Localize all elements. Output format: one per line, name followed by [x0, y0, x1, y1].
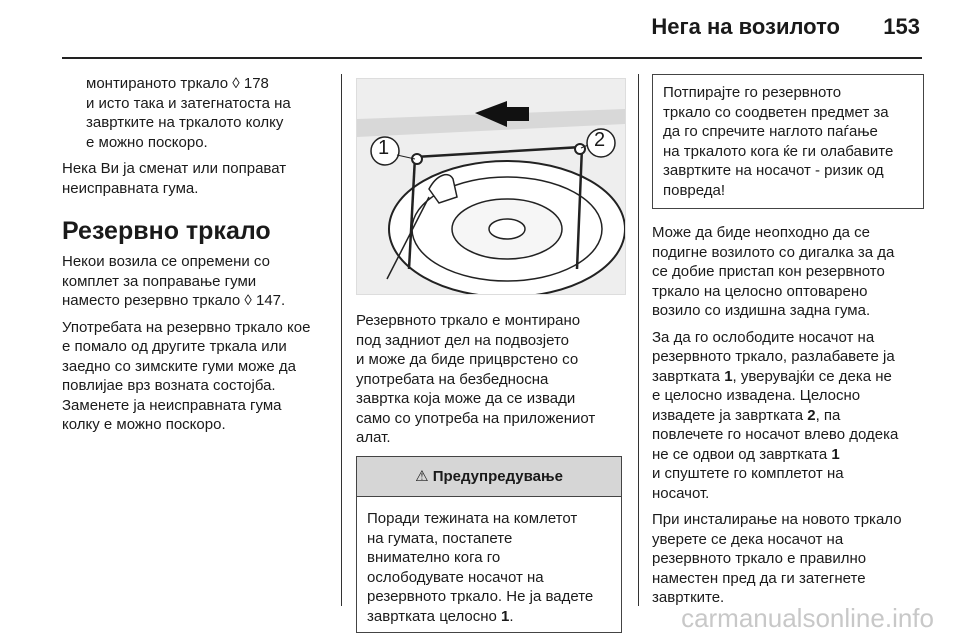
- section-heading-spare-wheel: Резервно тркало: [62, 217, 271, 245]
- warning-triangle-icon: ⚠: [415, 467, 429, 485]
- continued-bullet: монтираното тркало ◊ 178 и исто така и затегнатоста на завртките на тркалото колку е можно поскоро.: [86, 75, 291, 151]
- column-divider-1: [341, 74, 342, 606]
- warning-box: [356, 456, 622, 634]
- right-column: [652, 74, 924, 615]
- middle-column: [352, 74, 624, 633]
- header-rule: [62, 57, 922, 59]
- watermark-link[interactable]: carmanualsonline.info: [681, 603, 934, 633]
- paragraph-repair-tyre: Нека Ви ја сменат или поправат неисправната гума.: [62, 160, 287, 197]
- warning-header: ⚠ Предупредување: [357, 457, 621, 498]
- figure-label-2: 2: [594, 129, 606, 151]
- column-divider-2: [638, 74, 639, 606]
- warning-body: Поради тежината на комлетот на гумата, постапете внимателно кога го ослободувате носачот на резервното тркало. Не ја вадете завртката целосно 1.: [367, 510, 594, 625]
- page-header-title: Нега на возилото: [651, 14, 840, 39]
- page-ref-icon: ◊: [232, 75, 240, 92]
- spare-wheel-illustration: [357, 79, 625, 294]
- spare-wheel-figure: [356, 78, 626, 295]
- paragraph-install: При инсталирање на новото тркало уверете се дека носачот на резервното тркало е правилно наместен пред да ги затегнете завртките.: [652, 511, 902, 606]
- paragraph-release-carrier: За да го ослободите носачот на резервното тркало, разлабавете ја завртката 1, уверувајќи се дека не е целосно извадена. Целосно извадете ја завртката 2, па повлечете го носачот влево додека не се одвои од завртката 1 и спуштете го комплетот на носачот.: [652, 328, 899, 502]
- paragraph-repair-kit: Некои возила се опремени со комплет за поправање гуми наместо резервно тркало ◊ 147.: [62, 253, 286, 309]
- page-number: 153: [883, 14, 920, 39]
- figure-label-1: 1: [378, 137, 390, 159]
- page-ref-icon: ◊: [244, 292, 252, 309]
- left-column: [62, 74, 334, 442]
- paragraph-spare-mounting: Резервното тркало е монтирано под задниот дел на подвозјето и може да биде прицврстено со употребата на безбедносна завртка која може да се извади само со употреба на приложениот алат.: [356, 312, 596, 446]
- paragraph-spare-usage: Употребата на резервно тркало кое е помало од другите тркала или заедно со зимските гуми може да повлијае врз возната состојба. Заменете ја неисправната гума колку е можно поскоро.: [62, 318, 311, 433]
- danger-box: Потпирајте го резервното тркало со соодветен предмет за да го спречите наглото паѓање на тркалото кога ќе ги олабавите завртките на носачот - ризик од повреда!: [652, 74, 924, 209]
- paragraph-jack: Може да биде неопходно да се подигне возилото со дигалка за да се добие пристап кон резервното тркало на целосно оптоварено возило со издишна задна гума.: [652, 224, 895, 319]
